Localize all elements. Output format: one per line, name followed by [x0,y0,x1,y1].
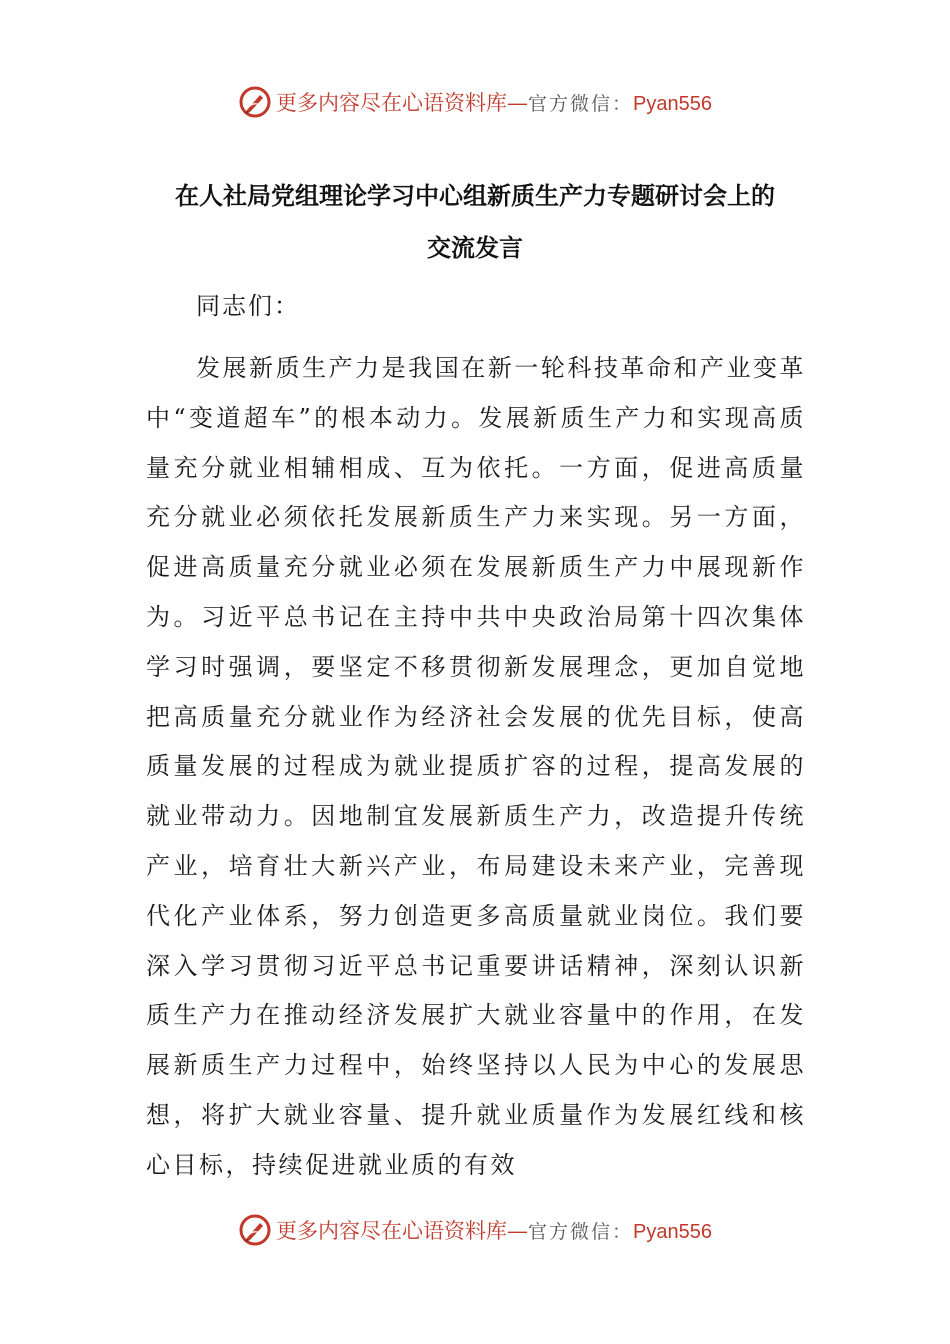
banner-main-text: 更多内容尽在心语资料库 [276,1219,507,1243]
footer-banner [0,1210,950,1250]
salutation: 同志们： [196,292,300,320]
banner-official-label: 官方微信： [528,93,634,115]
banner-main-text: 更多内容尽在心语资料库 [276,91,507,115]
pen-logo-icon [238,85,272,119]
banner-dash: — [507,1219,528,1243]
banner-official-label: 官方微信： [528,1221,634,1243]
banner-wechat-id: Pyan556 [633,93,712,115]
banner-dash: — [507,91,528,115]
document-title [120,170,830,274]
title-line-1: 在人社局党组理论学习中心组新质生产力专题研讨会上的 [175,182,775,210]
banner-wechat-id: Pyan556 [633,1221,712,1243]
pen-logo-icon [238,1213,272,1247]
title-line-2: 交流发言 [427,234,523,262]
body-paragraph: 发展新质生产力是我国在新一轮科技革命和产业变革中“变道超车”的根本动力。发展新质生产力和实现高质量充分就业相辅相成、互为依托。一方面，促进高质量充分就业必须依托发展新质生产力来实现。另一方面，促进高质量充分就业必须在发展新质生产力中展现新作为。习近平总书记在主持中共中央政治局第十四次集体学习时强调，要坚定不移贯彻新发展理念，更加自觉地把高质量充分就业作为经济社会发展的优先目标，使高质量发展的过程成为就业提质扩容的过程，提高发展的就业带动力。因地制宜发展新质生产力，改造提升传统产业，培育壮大新兴产业，布局建设未来产业，完善现代化产业体系，努力创造更多高质量就业岗位。我们要深入学习贯彻习近平总书记重要讲话精神，深刻认识新质生产力在推动经济发展扩大就业容量中的作用，在发展新质生产力过程中，始终坚持以人民为中心的发展思想，将扩大就业容量、提升就业质量作为发展红线和核心目标，持续促进就业质的有效 [146,354,806,1179]
banner-text [276,1215,712,1245]
header-banner [0,82,950,122]
banner-text [276,87,712,117]
